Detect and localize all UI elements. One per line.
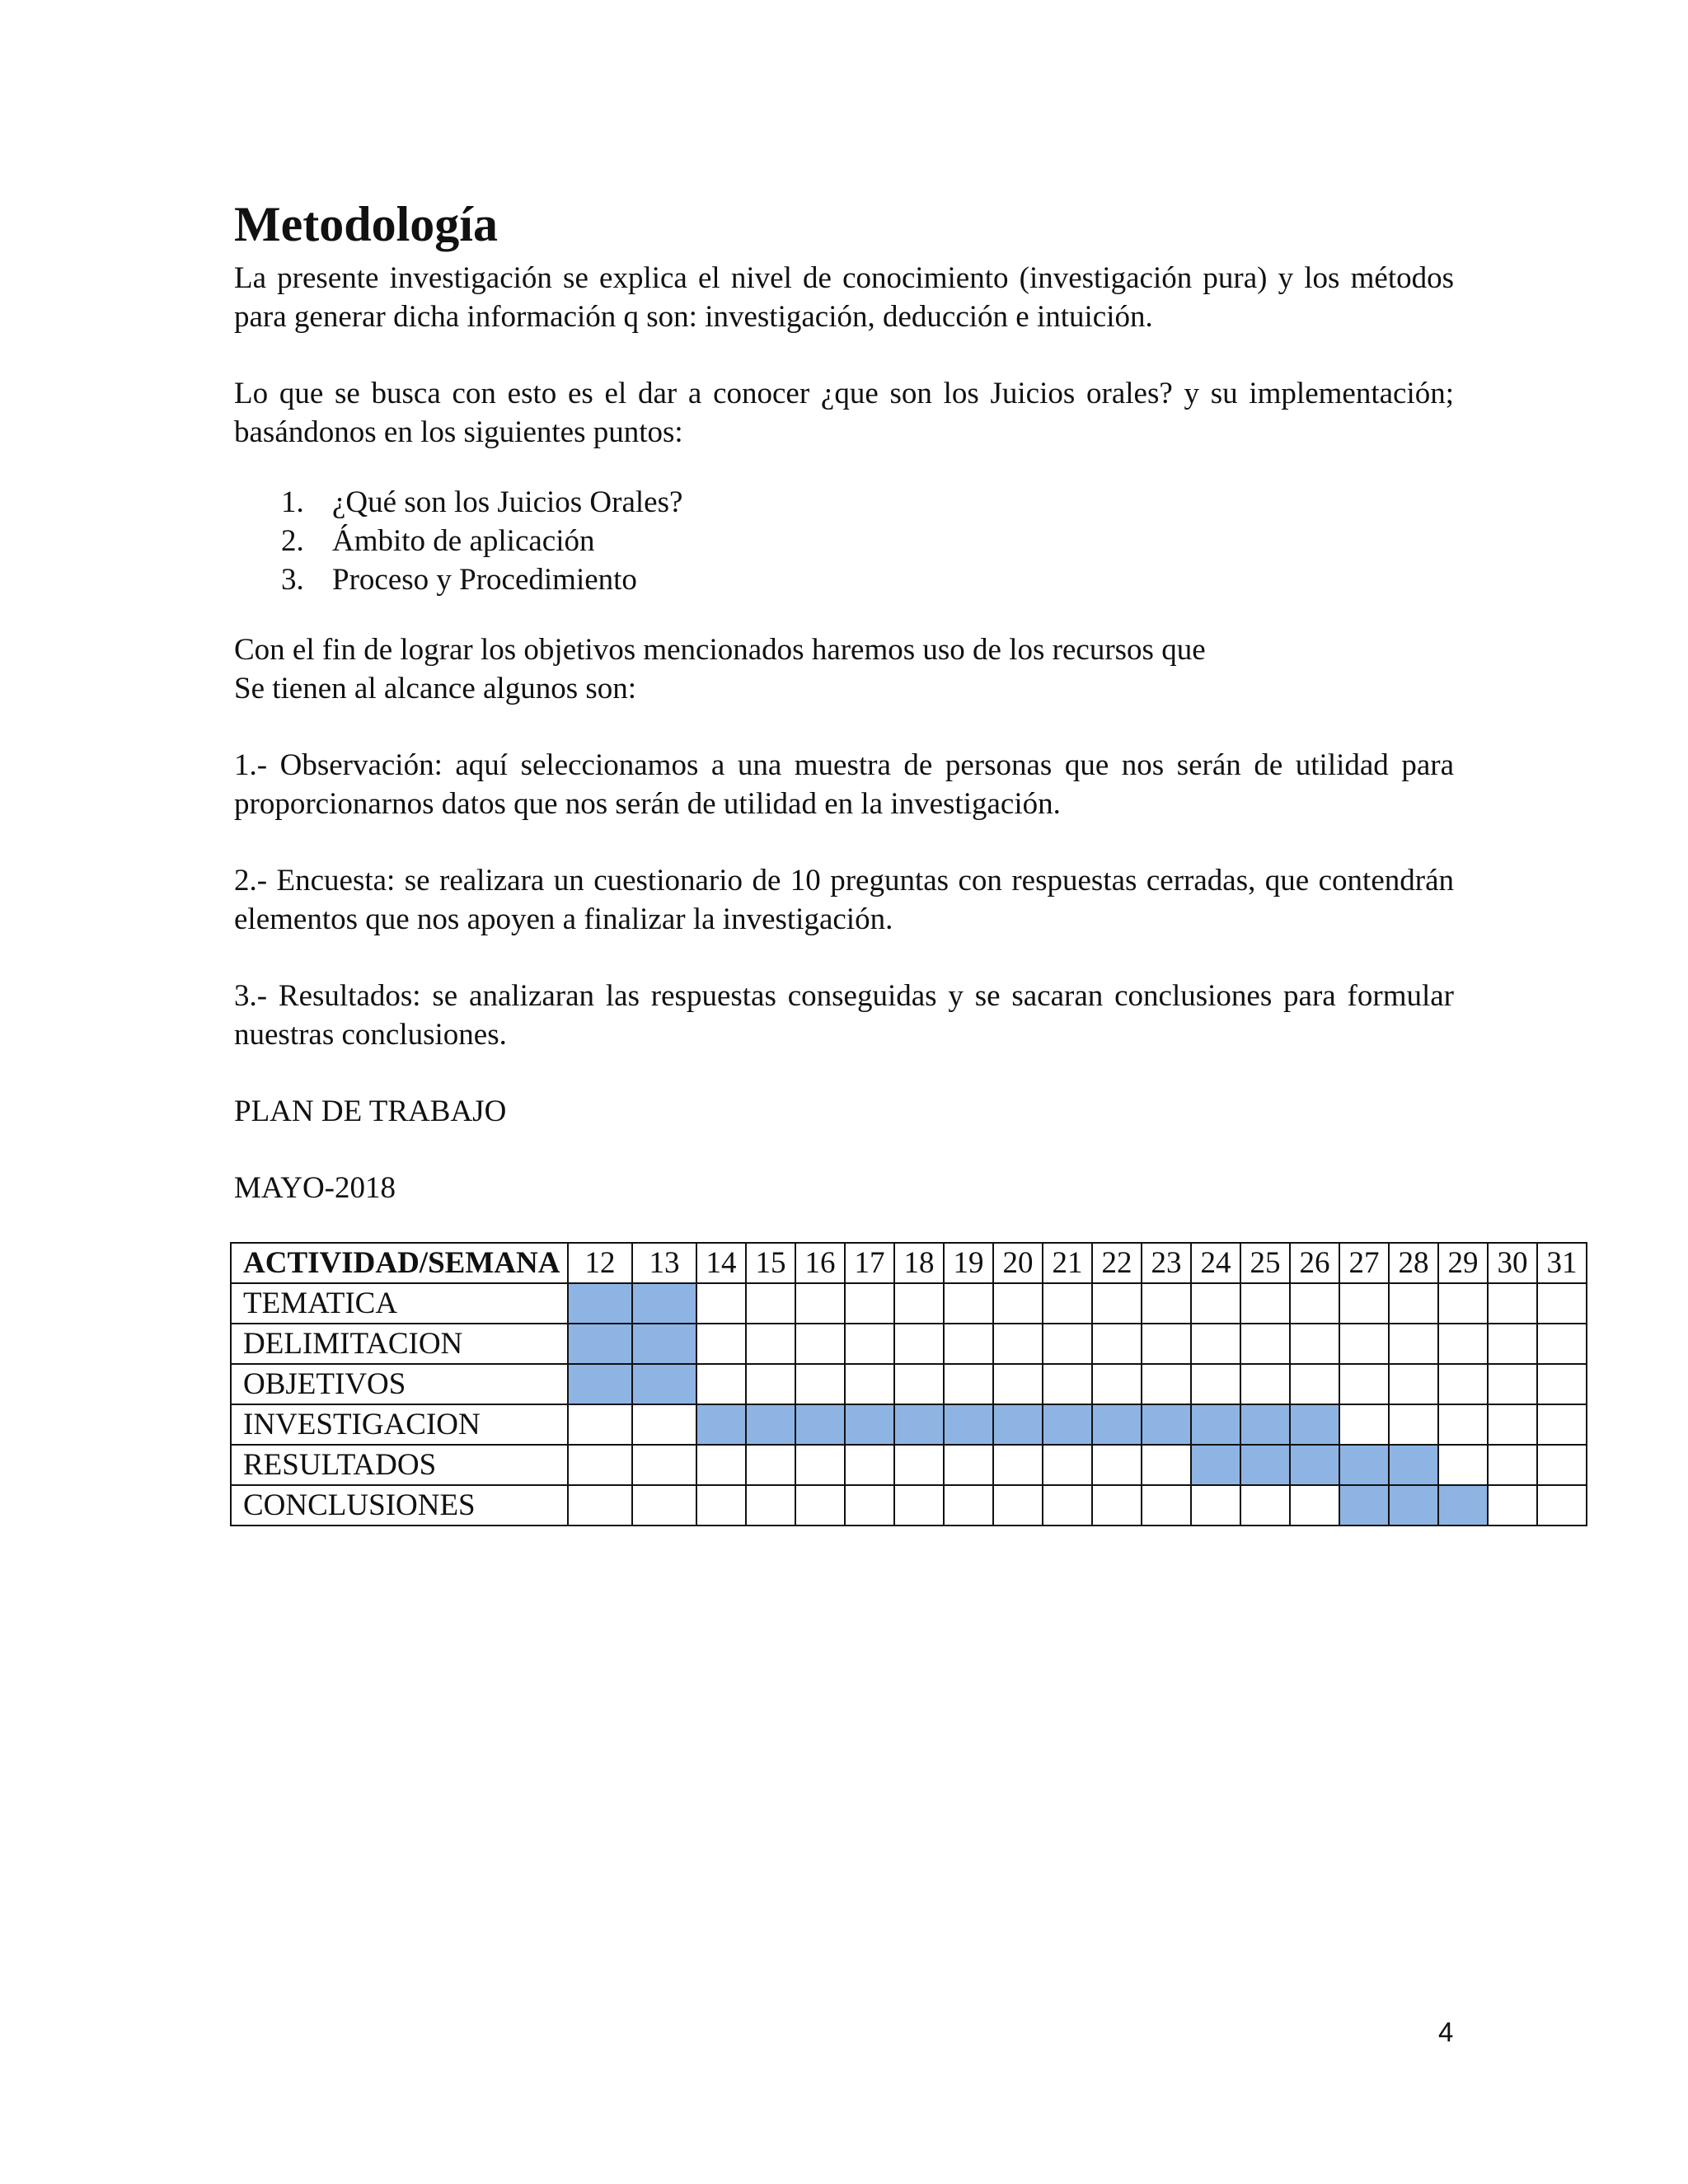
empty-week-cell (993, 1283, 1043, 1324)
week-header: 23 (1142, 1243, 1191, 1283)
empty-week-cell (1043, 1283, 1092, 1324)
week-header: 28 (1389, 1243, 1438, 1283)
work-plan-body (231, 1283, 1587, 1526)
empty-week-cell (1488, 1364, 1537, 1404)
list-text: ¿Qué son los Juicios Orales? (332, 485, 683, 519)
spacer (234, 939, 1454, 977)
active-week-cell (1191, 1445, 1240, 1485)
active-week-cell (568, 1364, 632, 1404)
empty-week-cell (1240, 1485, 1290, 1526)
empty-week-cell (1092, 1364, 1142, 1404)
empty-week-cell (696, 1445, 746, 1485)
plan-heading: PLAN DE TRABAJO (234, 1094, 507, 1128)
spacer (234, 1054, 1454, 1092)
table-row (231, 1364, 1587, 1404)
empty-week-cell (944, 1324, 993, 1364)
empty-week-cell (894, 1445, 944, 1485)
empty-week-cell (795, 1324, 845, 1364)
week-header: 25 (1240, 1243, 1290, 1283)
observation-paragraph: 1.- Observación: aquí seleccionamos a una muestra de personas que nos serán de utilidad para proporcionarnos datos que nos serán de utilidad en la investigación. (234, 748, 1454, 821)
empty-week-cell (1339, 1404, 1389, 1445)
empty-week-cell (1142, 1485, 1191, 1526)
week-header: 29 (1438, 1243, 1488, 1283)
week-header: 24 (1191, 1243, 1240, 1283)
active-week-cell (1389, 1485, 1438, 1526)
active-week-cell (696, 1404, 746, 1445)
active-week-cell (746, 1404, 795, 1445)
list-item (234, 560, 1454, 599)
active-week-cell (1191, 1404, 1240, 1445)
week-header: 15 (746, 1243, 795, 1283)
empty-week-cell (1438, 1283, 1488, 1324)
week-header: 13 (632, 1243, 696, 1283)
active-week-cell (1339, 1445, 1389, 1485)
document-body (234, 190, 1454, 1207)
list-text: Ámbito de aplicación (332, 524, 595, 558)
empty-week-cell (845, 1364, 894, 1404)
empty-week-cell (696, 1324, 746, 1364)
week-header: 18 (894, 1243, 944, 1283)
empty-week-cell (944, 1485, 993, 1526)
resources-line-2: Se tienen al alcance algunos son: (234, 672, 637, 705)
week-header: 22 (1092, 1243, 1142, 1283)
empty-week-cell (696, 1485, 746, 1526)
empty-week-cell (746, 1324, 795, 1364)
empty-week-cell (1389, 1364, 1438, 1404)
empty-week-cell (795, 1445, 845, 1485)
empty-week-cell (1142, 1324, 1191, 1364)
empty-week-cell (1142, 1445, 1191, 1485)
empty-week-cell (795, 1485, 845, 1526)
empty-week-cell (568, 1485, 632, 1526)
active-week-cell (632, 1364, 696, 1404)
empty-week-cell (1339, 1283, 1389, 1324)
empty-week-cell (1043, 1445, 1092, 1485)
empty-week-cell (1339, 1324, 1389, 1364)
empty-week-cell (944, 1445, 993, 1485)
list-number: 2. (281, 524, 304, 558)
empty-week-cell (1438, 1404, 1488, 1445)
empty-week-cell (845, 1324, 894, 1364)
activity-week-header: ACTIVIDAD/SEMANA (231, 1243, 568, 1283)
empty-week-cell (632, 1485, 696, 1526)
empty-week-cell (1537, 1364, 1587, 1404)
empty-week-cell (696, 1283, 746, 1324)
active-week-cell (944, 1404, 993, 1445)
empty-week-cell (993, 1485, 1043, 1526)
empty-week-cell (993, 1445, 1043, 1485)
active-week-cell (1240, 1404, 1290, 1445)
table-row (231, 1445, 1587, 1485)
month-heading: MAYO-2018 (234, 1171, 396, 1205)
empty-week-cell (746, 1364, 795, 1404)
empty-week-cell (944, 1283, 993, 1324)
empty-week-cell (1488, 1324, 1537, 1364)
empty-week-cell (894, 1485, 944, 1526)
empty-week-cell (1142, 1364, 1191, 1404)
active-week-cell (1339, 1485, 1389, 1526)
active-week-cell (845, 1404, 894, 1445)
table-row (231, 1485, 1587, 1526)
spacer (234, 823, 1454, 861)
empty-week-cell (746, 1283, 795, 1324)
empty-week-cell (1240, 1324, 1290, 1364)
table-row (231, 1324, 1587, 1364)
active-week-cell (632, 1324, 696, 1364)
empty-week-cell (746, 1485, 795, 1526)
active-week-cell (1438, 1485, 1488, 1526)
empty-week-cell (894, 1283, 944, 1324)
table-row (231, 1283, 1587, 1324)
active-week-cell (568, 1283, 632, 1324)
activity-label: INVESTIGACION (231, 1404, 568, 1445)
week-header: 19 (944, 1243, 993, 1283)
list-number: 1. (281, 485, 304, 519)
activity-label: OBJETIVOS (231, 1364, 568, 1404)
empty-week-cell (1191, 1485, 1240, 1526)
empty-week-cell (1438, 1324, 1488, 1364)
activity-label: CONCLUSIONES (231, 1485, 568, 1526)
active-week-cell (632, 1283, 696, 1324)
week-header: 31 (1537, 1243, 1587, 1283)
activity-label: DELIMITACION (231, 1324, 568, 1364)
empty-week-cell (1488, 1445, 1537, 1485)
empty-week-cell (845, 1485, 894, 1526)
empty-week-cell (1142, 1283, 1191, 1324)
empty-week-cell (845, 1445, 894, 1485)
week-header: 16 (795, 1243, 845, 1283)
spacer (234, 1131, 1454, 1169)
spacer (234, 336, 1454, 374)
purpose-paragraph: Lo que se busca con esto es el dar a conocer ¿que son los Juicios orales? y su implementación; basándonos en los siguientes puntos: (234, 377, 1454, 449)
week-header: 27 (1339, 1243, 1389, 1283)
list-text: Proceso y Procedimiento (332, 563, 637, 597)
list-item (234, 522, 1454, 560)
empty-week-cell (1488, 1283, 1537, 1324)
resources-line-1: Con el fin de lograr los objetivos mencionados haremos uso de los recursos que (234, 633, 1206, 667)
page-title: Metodología (234, 197, 498, 251)
empty-week-cell (1092, 1324, 1142, 1364)
spacer (234, 708, 1454, 746)
work-plan-table (230, 1242, 1587, 1526)
week-header: 30 (1488, 1243, 1537, 1283)
empty-week-cell (746, 1445, 795, 1485)
points-list (234, 483, 1454, 599)
empty-week-cell (1488, 1485, 1537, 1526)
empty-week-cell (568, 1404, 632, 1445)
active-week-cell (1389, 1445, 1438, 1485)
spacer (234, 599, 1454, 630)
empty-week-cell (1537, 1324, 1587, 1364)
empty-week-cell (1290, 1364, 1339, 1404)
empty-week-cell (1537, 1283, 1587, 1324)
week-header: 14 (696, 1243, 746, 1283)
empty-week-cell (795, 1283, 845, 1324)
activity-label: RESULTADOS (231, 1445, 568, 1485)
activity-label: TEMATICA (231, 1283, 568, 1324)
week-header: 17 (845, 1243, 894, 1283)
empty-week-cell (1290, 1485, 1339, 1526)
empty-week-cell (1488, 1404, 1537, 1445)
empty-week-cell (1290, 1283, 1339, 1324)
empty-week-cell (845, 1283, 894, 1324)
empty-week-cell (1290, 1324, 1339, 1364)
empty-week-cell (993, 1364, 1043, 1404)
week-header: 26 (1290, 1243, 1339, 1283)
empty-week-cell (1043, 1364, 1092, 1404)
active-week-cell (1092, 1404, 1142, 1445)
empty-week-cell (1389, 1283, 1438, 1324)
intro-paragraph: La presente investigación se explica el nivel de conocimiento (investigación pura) y los métodos para generar dicha información q son: investigación, deducción e intuición. (234, 261, 1454, 334)
empty-week-cell (568, 1445, 632, 1485)
empty-week-cell (1191, 1283, 1240, 1324)
empty-week-cell (1537, 1404, 1587, 1445)
empty-week-cell (696, 1364, 746, 1404)
empty-week-cell (1092, 1283, 1142, 1324)
active-week-cell (795, 1404, 845, 1445)
empty-week-cell (632, 1404, 696, 1445)
empty-week-cell (1537, 1485, 1587, 1526)
empty-week-cell (1043, 1485, 1092, 1526)
empty-week-cell (993, 1324, 1043, 1364)
active-week-cell (1043, 1404, 1092, 1445)
empty-week-cell (944, 1364, 993, 1404)
list-item (234, 483, 1454, 522)
empty-week-cell (1240, 1283, 1290, 1324)
active-week-cell (1240, 1445, 1290, 1485)
empty-week-cell (632, 1445, 696, 1485)
active-week-cell (1142, 1404, 1191, 1445)
active-week-cell (1290, 1404, 1339, 1445)
active-week-cell (993, 1404, 1043, 1445)
active-week-cell (894, 1404, 944, 1445)
results-paragraph: 3.- Resultados: se analizaran las respuestas conseguidas y se sacaran conclusiones para formular nuestras conclusiones. (234, 979, 1454, 1052)
survey-paragraph: 2.- Encuesta: se realizara un cuestionario de 10 preguntas con respuestas cerradas, que contendrán elementos que nos apoyen a finalizar la investigación. (234, 864, 1454, 936)
week-header: 21 (1043, 1243, 1092, 1283)
week-header: 20 (993, 1243, 1043, 1283)
empty-week-cell (1389, 1404, 1438, 1445)
empty-week-cell (1191, 1364, 1240, 1404)
table-row (231, 1404, 1587, 1445)
empty-week-cell (1438, 1364, 1488, 1404)
empty-week-cell (1191, 1324, 1240, 1364)
spacer (234, 452, 1454, 483)
active-week-cell (1290, 1445, 1339, 1485)
empty-week-cell (894, 1324, 944, 1364)
empty-week-cell (1339, 1364, 1389, 1404)
empty-week-cell (1240, 1364, 1290, 1404)
table-header-row (231, 1243, 1587, 1283)
empty-week-cell (1043, 1324, 1092, 1364)
empty-week-cell (1537, 1445, 1587, 1485)
page-number: 4 (1438, 2017, 1454, 2047)
empty-week-cell (1092, 1485, 1142, 1526)
list-number: 3. (281, 563, 304, 597)
empty-week-cell (1092, 1445, 1142, 1485)
active-week-cell (568, 1324, 632, 1364)
empty-week-cell (795, 1364, 845, 1404)
empty-week-cell (1389, 1324, 1438, 1364)
empty-week-cell (894, 1364, 944, 1404)
empty-week-cell (1438, 1445, 1488, 1485)
week-header: 12 (568, 1243, 632, 1283)
